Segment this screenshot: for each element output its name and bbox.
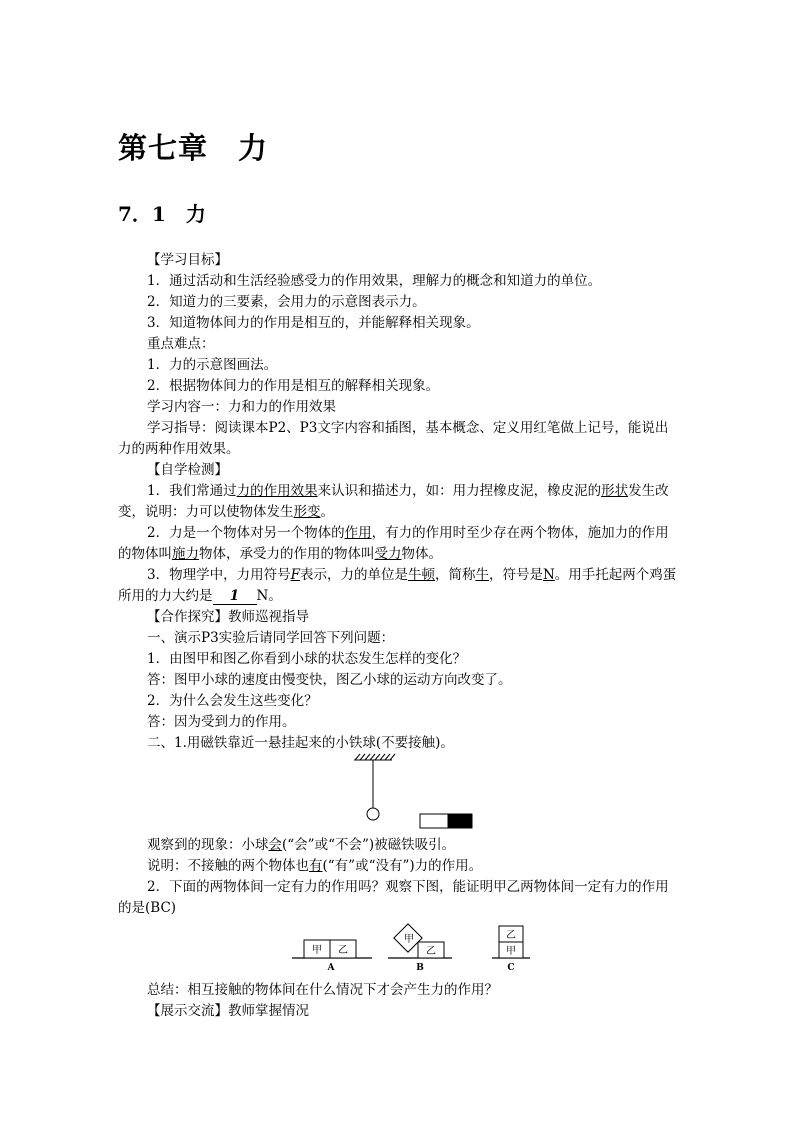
magnet-black-half bbox=[448, 814, 472, 828]
answer: 受力 bbox=[374, 546, 402, 562]
objective-item: 2．知道力的三要素，会用力的示意图表示力。 bbox=[147, 294, 426, 310]
text: ，有力的作用时至少存在两个物体，施加力的作用 bbox=[371, 525, 669, 541]
text: 1．我们常通过 bbox=[147, 483, 237, 499]
cooperation-q3: 2．下面的两物体间一定有力的作用吗？观察下图，能证明甲乙两物体间一定有力的作用 bbox=[147, 879, 669, 895]
self-check-q2-cont bbox=[118, 544, 442, 564]
text: N。 bbox=[256, 588, 282, 604]
text: 2．力是一个物体对另一个物体的 bbox=[147, 525, 345, 541]
label-jia: 甲 bbox=[404, 934, 414, 945]
answer: 力的作用效果 bbox=[236, 483, 318, 499]
cooperation-q1: 1．由图甲和图乙你看到小球的状态发生怎样的变化？ bbox=[147, 651, 467, 667]
text: 。用手托起两个鸡蛋 bbox=[554, 567, 677, 583]
figure-a bbox=[292, 940, 372, 973]
self-check-q1-cont bbox=[118, 502, 334, 522]
key-points-heading: 重点难点： bbox=[147, 336, 215, 352]
magnet-white-half bbox=[420, 814, 448, 828]
answer: 牛 bbox=[475, 567, 489, 583]
answer: N bbox=[542, 567, 555, 583]
cooperation-a1: 答：图甲小球的速度由慢变快，图乙小球的运动方向改变了。 bbox=[147, 672, 512, 688]
answer: 作用 bbox=[344, 525, 372, 541]
text: 物体。 bbox=[401, 546, 442, 562]
figure-c bbox=[492, 926, 530, 973]
text: 来认识和描述力，如：用力捏橡皮泥，橡皮泥的 bbox=[317, 483, 602, 499]
text: ，符号是 bbox=[488, 567, 543, 583]
guide-text-cont: 力的两种作用效果。 bbox=[118, 441, 240, 457]
answer: 1 bbox=[213, 588, 257, 605]
label-yi: 乙 bbox=[338, 945, 348, 956]
cooperation-a2: 答：因为受到力的作用。 bbox=[147, 714, 296, 730]
content-title: 学习内容一：力和力的作用效果 bbox=[147, 399, 336, 415]
answer: 牛顿 bbox=[407, 567, 435, 583]
figure-label-c: C bbox=[507, 963, 515, 973]
answer: 有 bbox=[309, 858, 323, 874]
objectives-heading: 【学习目标】 bbox=[147, 252, 228, 268]
label-jia: 甲 bbox=[506, 946, 516, 957]
text: 3．物理学中，力用符号 bbox=[147, 567, 291, 583]
cooperation-part2: 二、1.用磁铁靠近一悬挂起来的小铁球(不要接触)。 bbox=[147, 735, 454, 751]
figure-label-b: B bbox=[416, 963, 424, 973]
self-check-q1 bbox=[147, 481, 669, 501]
label-yi: 乙 bbox=[426, 946, 436, 957]
text: 发生改 bbox=[628, 483, 669, 499]
self-check-heading: 【自学检测】 bbox=[147, 462, 228, 478]
key-point-item: 2．根据物体间力的作用是相互的解释相关现象。 bbox=[147, 378, 440, 394]
key-point-item: 1．力的示意图画法。 bbox=[147, 357, 278, 373]
text: 说明：不接触的两个物体也 bbox=[147, 858, 309, 874]
chapter-title: 第七章 力 bbox=[118, 131, 269, 165]
self-check-q2 bbox=[147, 523, 669, 543]
text: 的物体叫 bbox=[118, 546, 172, 562]
text: ，简称 bbox=[434, 567, 476, 583]
answer: 会 bbox=[268, 837, 282, 853]
figure-b bbox=[388, 924, 452, 973]
observation-line bbox=[147, 835, 455, 855]
cooperation-q2: 2．为什么会发生这些变化？ bbox=[147, 693, 318, 709]
blocks-figure bbox=[290, 918, 540, 978]
cooperation-q3-cont: 的是(BC) bbox=[118, 900, 177, 916]
text: (“有”或“没有”)力的作用。 bbox=[322, 858, 483, 874]
answer: 形变 bbox=[293, 504, 321, 520]
self-check-q3 bbox=[147, 565, 676, 585]
self-check-q3-cont bbox=[118, 586, 282, 606]
text: 所用的力大约是 bbox=[118, 588, 213, 604]
text: 物体，承受力的作用的物体叫 bbox=[199, 546, 375, 562]
summary-line: 总结：相互接触的物体间在什么情况下才会产生力的作用？ bbox=[147, 982, 498, 998]
ceiling-hatch bbox=[354, 754, 395, 760]
section-title: 7．1 力 bbox=[118, 202, 206, 226]
text: 。 bbox=[320, 504, 334, 520]
guide-text: 学习指导：阅读课本P2、P3文字内容和插图，基本概念、定义用红笔做上记号，能说出 bbox=[147, 420, 669, 436]
figure-label-a: A bbox=[327, 963, 335, 973]
pendulum-magnet-figure bbox=[340, 752, 490, 832]
text: 观察到的现象：小球 bbox=[147, 837, 269, 853]
explanation-line bbox=[147, 856, 482, 876]
text: 表示，力的单位是 bbox=[299, 567, 408, 583]
answer: F bbox=[290, 567, 300, 583]
answer: 形状 bbox=[601, 483, 629, 499]
objective-item: 3．知道物体间力的作用是相互的，并能解释相关现象。 bbox=[147, 315, 480, 331]
text: (“会”或“不会”)被磁铁吸引。 bbox=[282, 837, 456, 853]
answer: 施力 bbox=[172, 546, 199, 562]
text: 变，说明：力可以使物体发生 bbox=[118, 504, 294, 520]
label-jia: 甲 bbox=[312, 945, 322, 956]
display-heading: 【展示交流】教师掌握情况 bbox=[147, 1003, 309, 1019]
label-yi: 乙 bbox=[506, 930, 516, 941]
cooperation-part1: 一、演示P3实验后请同学回答下列问题： bbox=[147, 630, 395, 646]
iron-ball bbox=[367, 808, 379, 820]
objective-item: 1．通过活动和生活经验感受力的作用效果，理解力的概念和知道力的单位。 bbox=[147, 273, 602, 289]
cooperation-heading: 【合作探究】教师巡视指导 bbox=[147, 609, 309, 625]
